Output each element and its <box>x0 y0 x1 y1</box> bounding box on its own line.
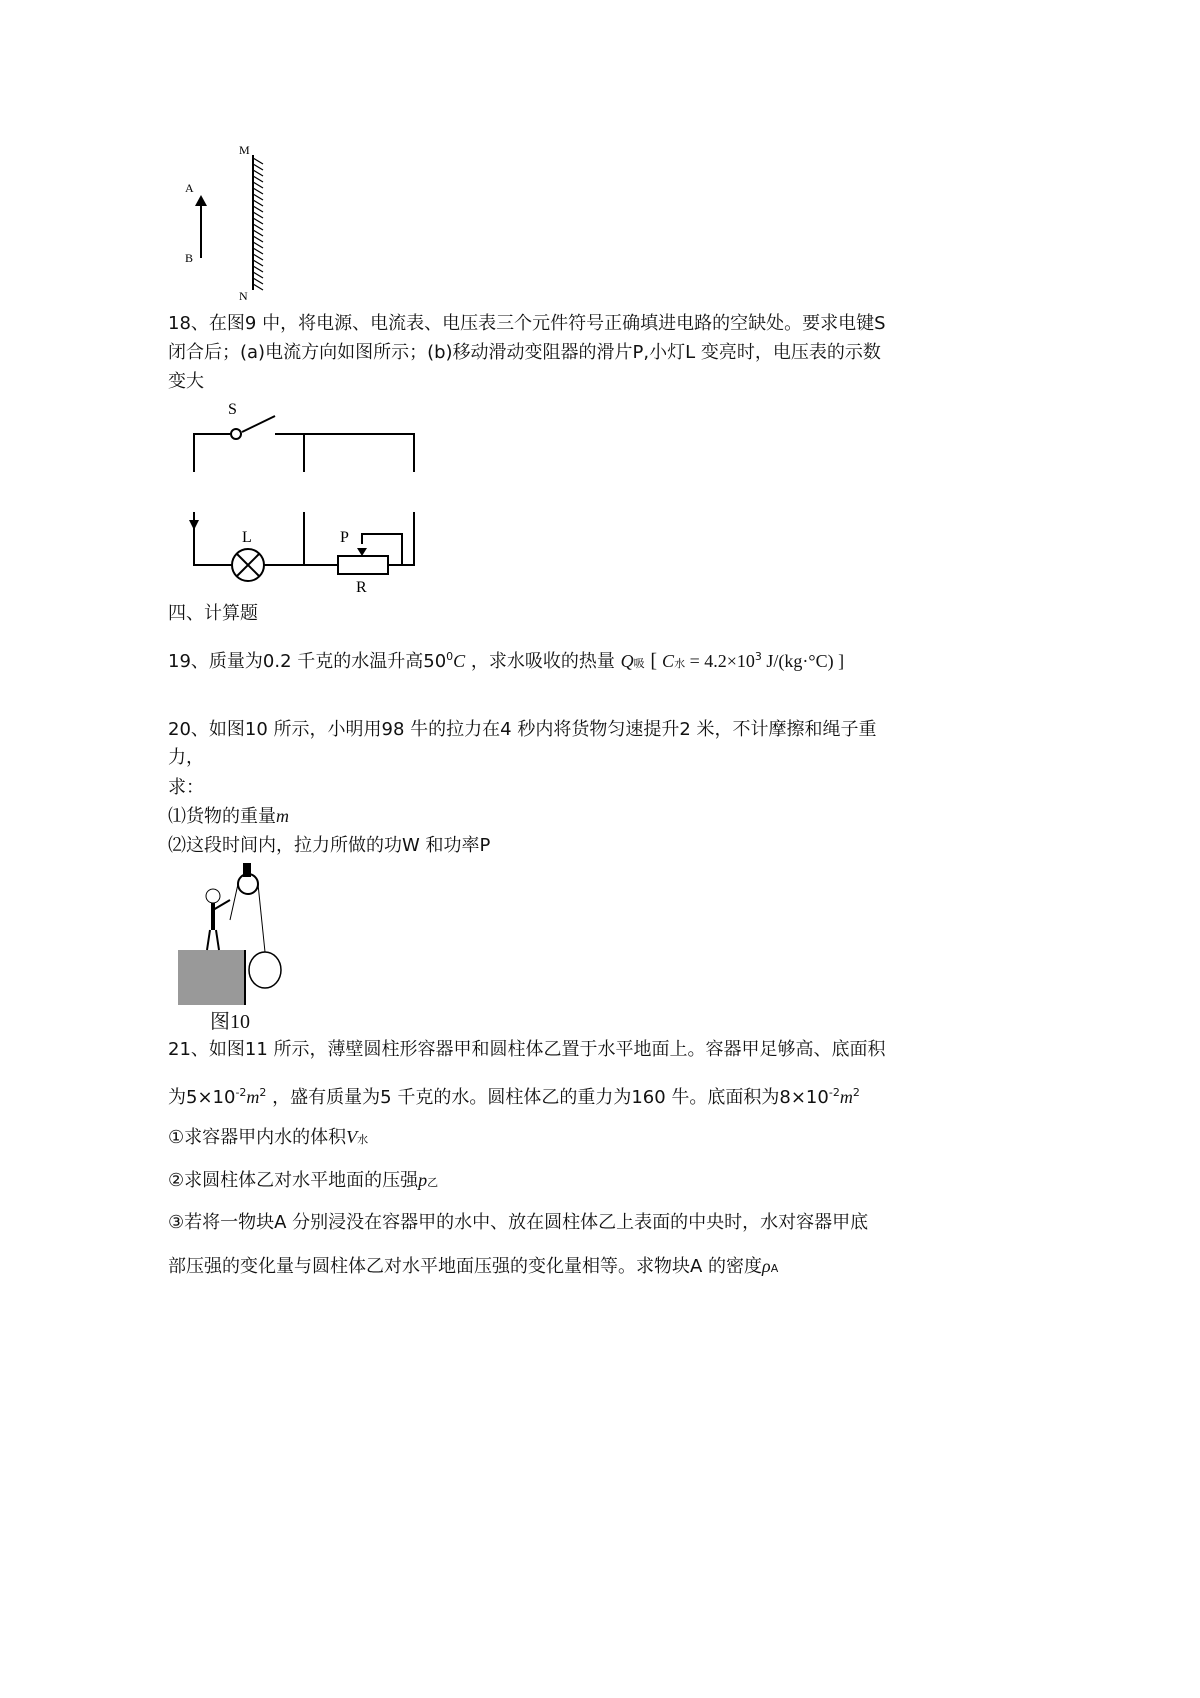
mirror-hatch <box>253 158 263 164</box>
text: ①求容器甲内水的体积 <box>168 1127 347 1148</box>
q18-line1: 18、在图9 中，将电源、电流表、电压表三个元件符号正确填进电路的空缺处。要求电键S <box>168 313 886 334</box>
mirror-hatch <box>253 218 263 224</box>
mirror-hatch <box>253 236 263 242</box>
rho-symbol: ρ <box>762 1256 771 1276</box>
text: ，盛有质量为5 千克的水。圆柱体乙的重力为160 牛。底面积为8×10 <box>266 1087 829 1108</box>
mirror-hatch <box>253 260 263 266</box>
c-symbol: C <box>662 651 675 671</box>
p-symbol: p <box>418 1170 428 1190</box>
v-sub: 水 <box>357 1133 369 1146</box>
label-b: B <box>185 251 194 265</box>
q20-line5: ⑵这段时间内，拉力所做的功W 和功率P <box>168 835 491 856</box>
exp: 2 <box>852 1086 860 1099</box>
q20-line3: 求： <box>168 777 204 798</box>
mirror-hatch <box>253 254 263 260</box>
q21-sub3: ③若将一物块A 分别浸没在容器甲的水中、放在圆柱体乙上表面的中央时，水对容器甲底 <box>168 1212 869 1233</box>
p-sub: 乙 <box>427 1176 439 1189</box>
mirror-hatch <box>253 200 263 206</box>
unit: m <box>839 1087 853 1107</box>
arrow-icon <box>195 195 207 206</box>
mirror-hatch <box>253 188 263 194</box>
mirror-hatch <box>253 206 263 212</box>
label-p: P <box>340 529 349 546</box>
formula: = 4.2×10 <box>685 651 755 671</box>
q20-sub1: ⑴货物的重量 <box>168 806 276 827</box>
exp: 2 <box>259 1086 267 1099</box>
bracket: [ <box>650 650 663 672</box>
mirror-hatch <box>253 224 263 230</box>
mirror-hatch <box>253 248 263 254</box>
label-s: S <box>228 401 237 418</box>
mirror-hatch <box>253 212 263 218</box>
label-l: L <box>242 529 252 546</box>
q20-line4 <box>168 804 289 829</box>
q21-sub3b <box>168 1254 778 1281</box>
current-arrow-icon <box>189 520 199 530</box>
mirror-hatch <box>253 230 263 236</box>
text: ②求圆柱体乙对水平地面的压强 <box>168 1170 419 1191</box>
mirror-hatch <box>253 242 263 248</box>
q-sub: 吸 <box>633 657 645 670</box>
q-symbol: Q <box>620 651 634 671</box>
label-r: R <box>356 579 367 596</box>
q21-sub1 <box>168 1125 368 1152</box>
section-title: 四、计算题 <box>168 603 258 624</box>
q18-line2: 闭合后；(a)电流方向如图所示；(b)移动滑动变阻器的滑片P,小灯L 变亮时，电压表的示数 <box>168 342 881 363</box>
q18-line3: 变大 <box>168 371 204 392</box>
mirror-hatch <box>253 266 263 272</box>
c-sub: 水 <box>674 657 686 670</box>
pulley-figure <box>175 860 295 1010</box>
q20-line1: 20、如图10 所示，小明用98 牛的拉力在4 秒内将货物匀速提升2 米，不计摩擦和绳子重 <box>168 719 877 740</box>
label-a: A <box>185 181 194 195</box>
q19-tail: ，求水吸收的热量 <box>465 651 615 672</box>
formula-unit: J/(kg·°C) ] <box>761 651 845 671</box>
v-symbol: V <box>346 1127 358 1147</box>
mirror-hatch <box>253 284 263 290</box>
circuit-figure <box>180 400 430 600</box>
exp: 3 <box>754 650 762 663</box>
figure-caption: 图10 <box>210 1011 250 1033</box>
q19-text: 19、质量为0.2 千克的水温升高50 <box>168 651 447 672</box>
exp: -2 <box>235 1086 247 1099</box>
degree-sup: 0 <box>446 650 454 663</box>
mirror-hatch <box>253 170 263 176</box>
mirror-hatch <box>253 194 263 200</box>
mirror-hatch <box>253 278 263 284</box>
q19-line <box>168 645 844 676</box>
text: 部压强的变化量与圆柱体乙对水平地面压强的变化量相等。求物块A 的密度 <box>168 1256 763 1277</box>
unit: m <box>246 1087 260 1107</box>
label-n: N <box>239 289 248 303</box>
exp: -2 <box>828 1086 840 1099</box>
rho-sub: A <box>770 1262 779 1275</box>
mirror-hatch <box>253 272 263 278</box>
q21-line1: 21、如图11 所示，薄壁圆柱形容器甲和圆柱体乙置于水平地面上。容器甲足够高、底面积 <box>168 1039 886 1060</box>
val: 为5×10 <box>168 1087 236 1108</box>
q21-line2 <box>168 1081 860 1110</box>
m-symbol: m <box>276 806 289 826</box>
mirror-figure <box>175 140 285 305</box>
mirror-hatch <box>253 176 263 182</box>
unit: C <box>453 651 466 671</box>
mirror-hatch <box>253 182 263 188</box>
label-m: M <box>239 143 250 157</box>
q20-line2: 力， <box>168 747 204 768</box>
q21-sub2 <box>168 1168 438 1195</box>
mirror-hatch <box>253 164 263 170</box>
